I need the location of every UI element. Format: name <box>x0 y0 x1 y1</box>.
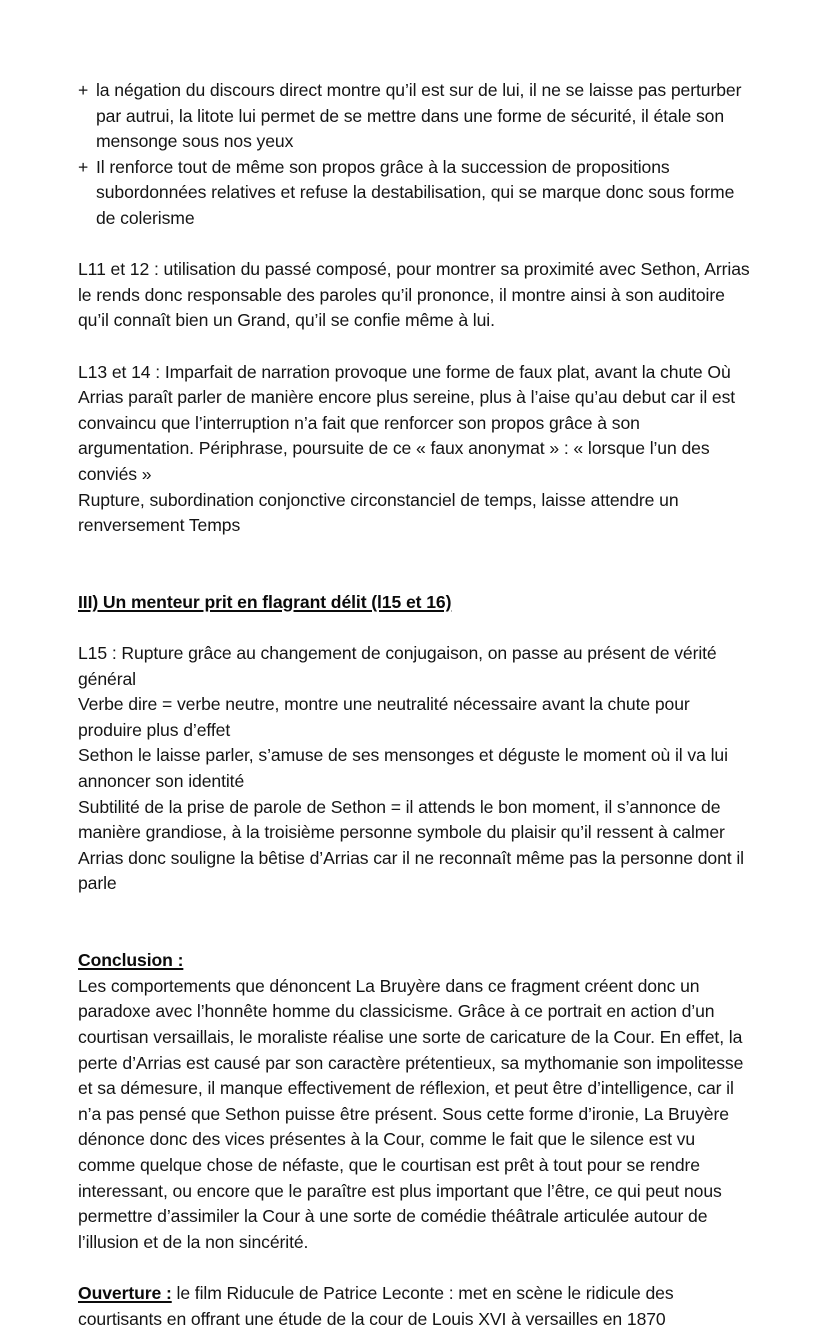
paragraph-verbe-dire: Verbe dire = verbe neutre, montre une neutralité nécessaire avant la chute pour produire plus d’effet <box>78 694 690 740</box>
paragraph-sethon-laisse-parler: Sethon le laisse parler, s’amuse de ses mensonges et déguste le moment où il va lui annoncer son identité <box>78 745 728 792</box>
paragraph-spacer <box>78 615 750 641</box>
paragraph-subtilite-prise-parole: Subtilité de la prise de parole de Sethon = il attends le bon moment, il s’annonce de manière grandiose, à la troisième personne symbole du plaisir qu’il ressent à calmer Arrias donc souligne la bêtise d’Arrias car il ne reconnaît même pas la personne dont il parle <box>78 796 744 894</box>
section-heading-conclusion <box>78 948 750 974</box>
section-spacer <box>78 564 750 590</box>
paragraph-conclusion: Les comportements que dénoncent La Bruyère dans ce fragment créent donc un paradoxe avec l’honnête homme du classicisme. Grâce à ce portrait en action d’un courtisan versaillais, le moraliste réalise une sorte de caricature de la Cour. En effet, la perte d’Arrias est causé par son caractère prétentieux, sa mythomanie son impolitesse et sa démesure, il manque effectivement de réflexion, et peut être d’intelligence, car il n’a pas pensé que Sethon puisse être présent. Sous cette forme d’ironie, La Bruyère dénonce donc des vices présentes à la Cour, comme le fait que le silence est vu comme quelque chose de néfaste, que le courtisan est prêt à tout pour se rendre interessant, ou encore que le paraître est plus important que l’être, ce qui peut nous permettre d’assimiler la Cour à une sorte de comédie théâtrale articulée autour de l’illusion et de la non sincérité. <box>78 975 744 1252</box>
section-heading-iii-text: III) Un menteur prit en flagrant délit (l15 et 16) <box>78 591 452 612</box>
ouverture-label: Ouverture : <box>78 1282 172 1303</box>
list-item-text: la négation du discours direct montre qu’il est sur de lui, il ne se laisse pas perturber par autrui, la litote lui permet de se mettre dans une forme de sécurité, il étale son mensonge sous nos yeux <box>96 80 747 152</box>
paragraph-spacer <box>78 897 750 923</box>
paragraph-rupture-temps: Rupture, subordination conjonctive circonstanciel de temps, laisse attendre un renversement Temps <box>78 489 679 536</box>
list-item <box>78 155 750 232</box>
plus-bullet-icon: + <box>78 80 89 100</box>
paragraph-spacer <box>78 539 750 565</box>
paragraph-lines-11-12: L11 et 12 : utilisation du passé composé, pour montrer sa proximité avec Sethon, Arrias le rends donc responsable des paroles qu’il prononce, il montre ainsi à son auditoire qu’il connaît bien un Grand, qu’il se confie même à lui. <box>78 259 750 331</box>
section-spacer <box>78 923 750 949</box>
paragraph-lines-13-14: L13 et 14 : Imparfait de narration provoque une forme de faux plat, avant la chute Où Arrias paraît parler de manière encore plus sereine, plus à l’aise qu’au debut car il est convaincu que l’interruption n’a fait que renforcer son propos grâce à son argumentation. Périphrase, poursuite de ce « faux anonymat » : « lorsque l’un des conviés » <box>78 361 736 484</box>
section-heading-iii <box>78 590 750 616</box>
paragraph-spacer <box>78 232 750 258</box>
list-item <box>78 78 750 155</box>
plus-bullet-icon: + <box>78 156 89 177</box>
section-heading-conclusion-text: Conclusion : <box>78 950 184 971</box>
ouverture-text: le film Riducule de Patrice Leconte : met en scène le ridicule des courtisants en offrant une étude de la cour de Louis XVI à versailles en 1870 <box>78 1282 679 1329</box>
paragraph-ouverture <box>78 1281 750 1332</box>
paragraph-line-15-rupture: L15 : Rupture grâce au changement de conjugaison, on passe au présent de vérité général <box>78 643 717 689</box>
bullet-list-arguments <box>78 78 750 232</box>
paragraph-spacer <box>78 1255 750 1281</box>
paragraph-spacer <box>78 334 750 360</box>
document-body <box>78 78 750 1332</box>
list-item-text: Il renforce tout de même son propos grâce à la succession de propositions subordonnées relatives et refuse la destabilisation, qui se marque donc sous forme de colerisme <box>96 156 740 228</box>
